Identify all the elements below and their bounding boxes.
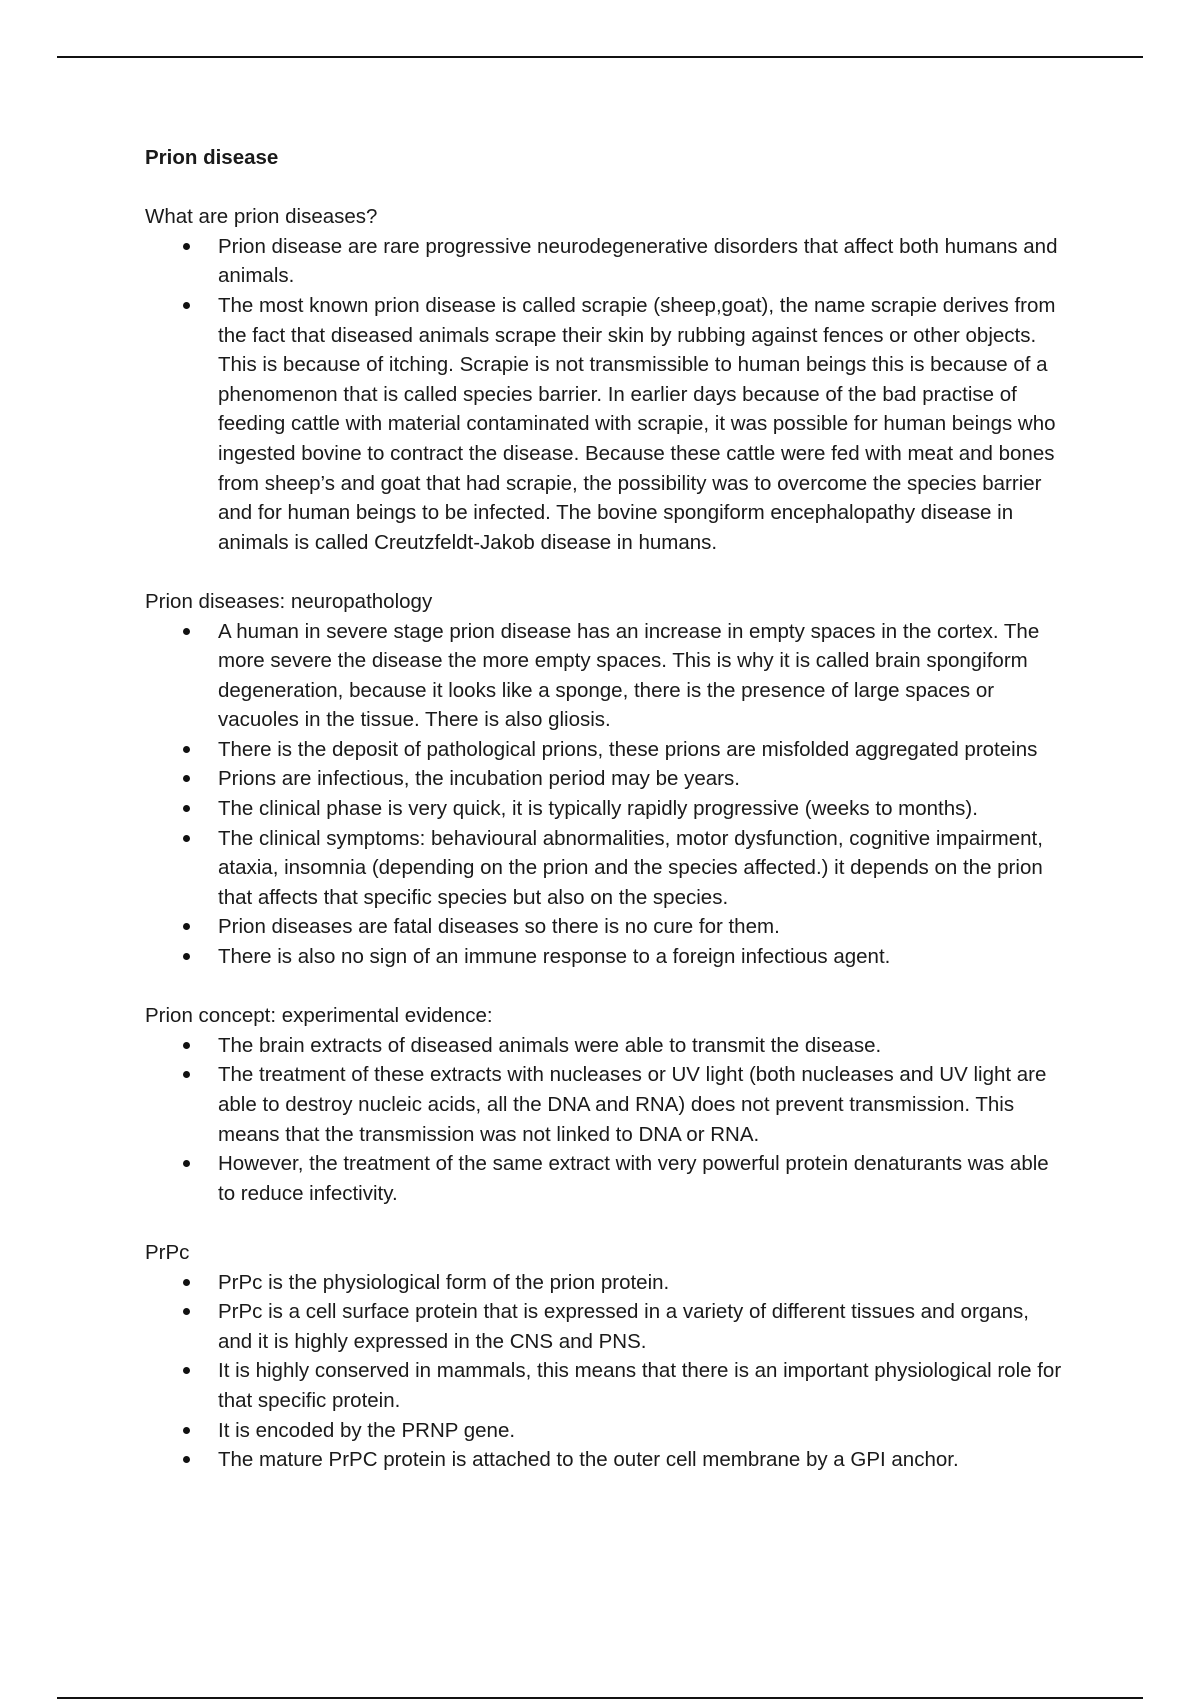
list-item [145,735,1065,765]
list-item [145,1416,1065,1446]
bullet-icon [183,302,190,309]
bullet-icon [183,1042,190,1049]
list-item-text: A human in severe stage prion disease has an increase in empty spaces in the cortex. The more severe the disease the more empty spaces. This is why it is called brain spongiform degeneration, because it looks like a sponge, there is the presence of large spaces or vacuoles in the tissue. There is also gliosis. [218,619,1040,732]
bullet-icon [183,953,190,960]
bullet-list [145,1031,1065,1209]
bullet-icon [183,923,190,930]
list-item-text: It is highly conserved in mammals, this means that there is an important physiological role for that specific protein. [218,1359,1062,1412]
list-item-text: However, the treatment of the same extract with very powerful protein denaturants was able to reduce infectivity. [218,1152,1049,1205]
section-heading: Prion concept: experimental evidence: [145,1004,493,1028]
list-item [145,912,1065,942]
list-item-text: The mature PrPC protein is attached to the outer cell membrane by a GPI anchor. [218,1448,959,1472]
list-item [145,1297,1065,1356]
list-item [145,232,1065,291]
list-item-text: The clinical phase is very quick, it is typically rapidly progressive (weeks to months). [218,797,978,821]
list-item-text: Prion diseases are fatal diseases so there is no cure for them. [218,915,780,939]
section-prpc [145,1238,1065,1475]
section-neuropathology [145,587,1065,972]
list-item-text: The clinical symptoms: behavioural abnormalities, motor dysfunction, cognitive impairment, ataxia, insomnia (depending on the prion and the species affected.) it depends on the prion that affects that specific species but also on the species. [218,826,1043,909]
bullet-icon [183,805,190,812]
list-item-text: Prions are infectious, the incubation period may be years. [218,767,740,791]
list-item [145,794,1065,824]
list-item [145,1149,1065,1208]
document-title: Prion disease [145,146,279,169]
bullet-icon [183,1456,190,1463]
bullet-icon [183,1071,190,1078]
bullet-icon [183,1367,190,1374]
bullet-icon [183,1427,190,1434]
list-item-text: There is the deposit of pathological prions, these prions are misfolded aggregated proteins [218,737,1038,761]
bullet-icon [183,1160,190,1167]
list-item-text: The most known prion disease is called scrapie (sheep,goat), the name scrapie derives from the fact that diseased animals scrape their skin by rubbing against fences or other objects. This is because of itching. Scrapie is not transmissible to human beings this is because of a phenomenon that is called species barrier. In earlier days because of the bad practise of feeding cattle with material contaminated with scrapie, it was possible for human beings who ingested bovine to contract the disease. Because these cattle were fed with meat and bones from sheep’s and goat that had scrapie, the possibility was to overcome the species barrier and for human beings to be infected. The bovine spongiform encephalopathy disease in animals is called Creutzfeldt-Jakob disease in humans. [218,293,1056,554]
list-item-text: The brain extracts of diseased animals were able to transmit the disease. [218,1033,882,1057]
list-item [145,824,1065,913]
list-item-text: PrPc is the physiological form of the prion protein. [218,1270,670,1294]
footer-rule [57,1697,1143,1699]
bullet-icon [183,243,190,250]
bullet-icon [183,746,190,753]
section-heading: What are prion diseases? [145,205,378,229]
list-item-text: There is also no sign of an immune response to a foreign infectious agent. [218,945,891,969]
section-what-are-prion-diseases [145,202,1065,557]
section-heading: PrPc [145,1240,190,1264]
bullet-list [145,1268,1065,1475]
list-item [145,1356,1065,1415]
section-heading: Prion diseases: neuropathology [145,589,433,613]
list-item [145,291,1065,557]
list-item-text: PrPc is a cell surface protein that is expressed in a variety of different tissues and organs, and it is highly expressed in the CNS and PNS. [218,1300,1029,1353]
bullet-list [145,617,1065,972]
list-item [145,1445,1065,1475]
list-item [145,764,1065,794]
list-item-text: The treatment of these extracts with nucleases or UV light (both nucleases and UV light are able to destroy nucleic acids, all the DNA and RNA) does not prevent transmission. This means that the transmission was not linked to DNA or RNA. [218,1063,1047,1146]
section-experimental-evidence [145,1001,1065,1208]
list-item-text: Prion disease are rare progressive neurodegenerative disorders that affect both humans and animals. [218,234,1058,288]
bullet-icon [183,1279,190,1286]
bullet-list [145,232,1065,558]
document-body [145,143,1065,1504]
list-item [145,1060,1065,1149]
list-item [145,617,1065,735]
list-item [145,942,1065,972]
list-item [145,1031,1065,1061]
list-item [145,1268,1065,1298]
bullet-icon [183,835,190,842]
header-rule [57,56,1143,58]
bullet-icon [183,628,190,635]
list-item-text: It is encoded by the PRNP gene. [218,1418,516,1442]
bullet-icon [183,1308,190,1315]
bullet-icon [183,775,190,782]
